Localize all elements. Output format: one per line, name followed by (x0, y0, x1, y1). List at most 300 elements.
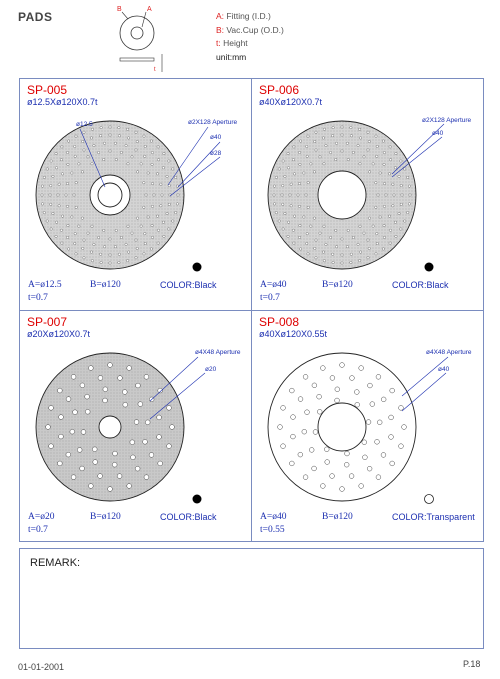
aperture-hole (151, 205, 153, 207)
aperture-hole (135, 131, 137, 133)
pad-dim-a: A=ø20 (28, 512, 55, 522)
aperture-hole (91, 128, 93, 130)
aperture-hole (127, 163, 129, 165)
aperture-hole (335, 246, 337, 248)
pad-color: COLOR:Black (392, 280, 449, 290)
label-b: B (117, 6, 122, 13)
pad-spec: ø12.5Xø120X0.7t (27, 97, 98, 107)
aperture-hole (329, 151, 331, 153)
aperture-hole (50, 228, 52, 230)
aperture-hole (376, 475, 381, 480)
aperture-hole (98, 474, 103, 479)
pad-thickness: t=0.7 (28, 293, 48, 303)
aperture-hole (61, 215, 63, 217)
aperture-hole (375, 181, 377, 183)
aperture-hole (140, 163, 142, 165)
aperture-hole (291, 415, 296, 420)
aperture-hole (313, 430, 318, 435)
aperture-hole (383, 151, 385, 153)
aperture-hole (75, 206, 77, 208)
aperture-hole (281, 194, 283, 196)
aperture-hole (88, 366, 93, 371)
aperture-hole (46, 168, 48, 170)
aperture-hole (103, 398, 108, 403)
aperture-hole (368, 217, 370, 219)
aperture-hole (174, 211, 176, 213)
aperture-hole (93, 243, 95, 245)
aperture-hole (74, 232, 76, 234)
legend-text: Fitting (I.D.) (224, 11, 271, 21)
aperture-hole (377, 420, 382, 425)
aperture-hole (298, 151, 300, 153)
aperture-hole (135, 466, 140, 471)
aperture-hole (103, 387, 108, 392)
aperture-hole (55, 235, 57, 237)
aperture-hole (120, 151, 122, 153)
aperture-hole (55, 167, 57, 169)
aperture-hole (287, 235, 289, 237)
aperture-hole (103, 142, 105, 144)
aperture-hole (59, 434, 64, 439)
aperture-hole (367, 257, 369, 259)
aperture-hole (375, 135, 377, 137)
aperture-hole (383, 163, 385, 165)
aperture-hole (375, 253, 377, 255)
aperture-hole (357, 243, 359, 245)
aperture-hole (46, 425, 51, 430)
aperture-hole (298, 236, 300, 238)
aperture-hole (162, 167, 164, 169)
aperture-hole (306, 232, 308, 234)
aperture-hole (168, 203, 170, 205)
aperture-hole (303, 475, 308, 480)
aperture-hole (66, 397, 71, 402)
aperture-hole (75, 181, 77, 183)
aperture-hole (81, 430, 86, 435)
aperture-hole (368, 140, 370, 142)
aperture-hole (147, 172, 149, 174)
aperture-hole (118, 126, 120, 128)
fitting-hole (98, 183, 122, 207)
aperture-hole (145, 194, 147, 196)
aperture-hole (78, 163, 80, 165)
aperture-hole (322, 137, 324, 139)
aperture-hole (58, 205, 60, 207)
aperture-hole (126, 128, 128, 130)
pad-thickness: t=0.7 (28, 525, 48, 535)
aperture-hole (143, 439, 148, 444)
aperture-hole (303, 374, 308, 379)
aperture-hole (151, 163, 153, 165)
aperture-hole (82, 140, 84, 142)
aperture-hole (409, 194, 411, 196)
aperture-hole (287, 152, 289, 154)
annotation-aperture: ø2X128 Aperture (422, 117, 472, 124)
aperture-hole (324, 447, 329, 452)
aperture-hole (395, 235, 397, 237)
aperture-hole (125, 243, 127, 245)
aperture-hole (157, 242, 159, 244)
aperture-hole (136, 140, 138, 142)
aperture-hole (355, 402, 360, 407)
aperture-hole (112, 462, 117, 467)
aperture-hole (359, 484, 364, 489)
aperture-hole (50, 160, 52, 162)
aperture-hole (399, 405, 404, 410)
aperture-hole (357, 144, 359, 146)
pad-card-sp-007 (20, 311, 250, 541)
aperture-hole (307, 206, 309, 208)
aperture-hole (398, 175, 400, 177)
aperture-hole (50, 184, 52, 186)
aperture-hole (66, 236, 68, 238)
aperture-hole (70, 429, 75, 434)
aperture-hole (144, 145, 146, 147)
pad-thickness: t=0.55 (260, 525, 285, 535)
aperture-hole (366, 420, 371, 425)
aperture-hole (323, 259, 325, 261)
pad-code: SP-006 (259, 83, 300, 97)
aperture-hole (157, 229, 159, 231)
pad-spec: ø40Xø120X0.55t (259, 329, 328, 339)
aperture-hole (368, 247, 370, 249)
aperture-hole (388, 215, 390, 217)
aperture-hole (93, 144, 95, 146)
aperture-hole (363, 455, 368, 460)
aperture-hole (83, 149, 85, 151)
pad-color: COLOR:Black (160, 512, 217, 522)
aperture-hole (157, 435, 162, 440)
aperture-hole (109, 238, 111, 240)
aperture-hole (382, 248, 384, 250)
pad-spec: ø40Xø120X0.7t (259, 97, 323, 107)
pad-code: SP-008 (259, 315, 300, 329)
aperture-hole (392, 183, 394, 185)
aperture-hole (406, 176, 408, 178)
aperture-hole (330, 376, 335, 381)
pad-card-sp-005 (20, 79, 250, 309)
aperture-hole (140, 225, 142, 227)
aperture-hole (400, 228, 402, 230)
aperture-hole (74, 145, 76, 147)
aperture-hole (273, 203, 275, 205)
aperture-hole (376, 242, 378, 244)
aperture-hole (388, 173, 390, 175)
pad-dim-a: A=ø40 (260, 512, 287, 522)
aperture-hole (370, 402, 375, 407)
aperture-hole (299, 140, 301, 142)
legend-text: Height (220, 38, 248, 48)
aperture-hole (43, 211, 45, 213)
aperture-hole (408, 185, 410, 187)
aperture-hole (389, 435, 394, 440)
aperture-hole (379, 216, 381, 218)
annotation-aperture: ø2X128 Aperture (188, 119, 238, 126)
aperture-hole (71, 475, 76, 480)
aperture-hole (151, 151, 153, 153)
aperture-hole (143, 181, 145, 183)
aperture-hole (80, 466, 85, 471)
aperture-hole (362, 440, 367, 445)
aperture-hole (167, 405, 172, 410)
aperture-hole (299, 248, 301, 250)
aperture-hole (80, 383, 85, 388)
aperture-hole (170, 425, 175, 430)
aperture-hole (122, 390, 127, 395)
aperture-hole (309, 448, 314, 453)
aperture-hole (347, 229, 349, 231)
aperture-hole (81, 171, 83, 173)
aperture-hole (302, 429, 307, 434)
aperture-hole (117, 474, 122, 479)
aperture-hole (291, 434, 296, 439)
aperture-hole (67, 248, 69, 250)
aperture-hole (350, 261, 352, 263)
annotation-aperture: ø4X48 Aperture (195, 349, 241, 356)
aperture-hole (292, 159, 294, 161)
aperture-hole (115, 229, 117, 231)
aperture-hole (273, 185, 275, 187)
aperture-hole (359, 137, 361, 139)
aperture-hole (402, 425, 407, 430)
aperture-hole (144, 475, 149, 480)
aperture-hole (125, 144, 127, 146)
aperture-hole (118, 135, 120, 137)
aperture-hole (127, 366, 132, 371)
aperture-hole (290, 183, 292, 185)
aperture-hole (93, 460, 98, 465)
pad-dim-b: B=ø120 (322, 512, 353, 522)
aperture-hole (97, 236, 99, 238)
fitting-hole (318, 171, 366, 219)
aperture-hole (275, 211, 277, 213)
aperture-hole (346, 142, 348, 144)
aperture-hole (109, 262, 111, 264)
color-swatch (193, 495, 202, 504)
aperture-hole (350, 253, 352, 255)
aperture-hole (372, 225, 374, 227)
aperture-hole (305, 194, 307, 196)
aperture-hole (346, 246, 348, 248)
aperture-hole (306, 155, 308, 157)
label-t: t (154, 67, 156, 72)
aperture-hole (389, 146, 391, 148)
aperture-hole (109, 134, 111, 136)
aperture-hole (320, 366, 325, 371)
aperture-hole (389, 415, 394, 420)
aperture-hole (46, 220, 48, 222)
legend (216, 10, 284, 64)
aperture-hole (131, 156, 133, 158)
aperture-hole (284, 175, 286, 177)
aperture-hole (406, 211, 408, 213)
aperture-hole (162, 221, 164, 223)
aperture-hole (363, 156, 365, 158)
aperture-hole (118, 253, 120, 255)
aperture-hole (307, 135, 309, 137)
aperture-hole (349, 474, 354, 479)
aperture-hole (313, 171, 315, 173)
aperture-hole (400, 203, 402, 205)
aperture-hole (400, 160, 402, 162)
aperture-hole (65, 194, 67, 196)
aperture-hole (303, 216, 305, 218)
aperture-hole (60, 159, 62, 161)
pad-code: SP-005 (27, 83, 68, 97)
aperture-hole (91, 163, 93, 165)
aperture-hole (315, 257, 317, 259)
aperture-hole (299, 224, 301, 226)
aperture-hole (359, 366, 364, 371)
aperture-hole (293, 242, 295, 244)
aperture-hole (109, 254, 111, 256)
aperture-hole (49, 194, 51, 196)
aperture-hole (61, 242, 63, 244)
aperture-hole (108, 487, 113, 492)
aperture-hole (73, 410, 78, 415)
aperture-hole (90, 137, 92, 139)
aperture-hole (307, 253, 309, 255)
aperture-hole (87, 232, 89, 234)
aperture-hole (143, 206, 145, 208)
aperture-hole (77, 448, 82, 453)
aperture-hole (78, 225, 80, 227)
aperture-hole (358, 128, 360, 130)
aperture-hole (382, 140, 384, 142)
aperture-hole (74, 155, 76, 157)
aperture-hole (341, 126, 343, 128)
aperture-hole (83, 131, 85, 133)
pad-dimension-diagram (110, 2, 180, 72)
annotation-fitting: ø40 (438, 366, 450, 373)
aperture-hole (376, 145, 378, 147)
aperture-hole (350, 376, 355, 381)
aperture-hole (282, 203, 284, 205)
legend-height (216, 37, 284, 51)
aperture-hole (312, 383, 317, 388)
aperture-hole (278, 168, 280, 170)
aperture-hole (163, 235, 165, 237)
aperture-hole (404, 168, 406, 170)
aperture-hole (57, 194, 59, 196)
aperture-hole (166, 212, 168, 214)
aperture-hole (289, 194, 291, 196)
aperture-hole (99, 253, 101, 255)
aperture-hole (367, 131, 369, 133)
aperture-hole (315, 131, 317, 133)
annotation-fitting: ø20 (205, 366, 217, 373)
aperture-hole (306, 145, 308, 147)
pad-drawing-sp-007 (20, 311, 250, 541)
aperture-hole (368, 171, 370, 173)
aperture-hole (341, 254, 343, 256)
aperture-hole (88, 484, 93, 489)
aperture-hole (383, 236, 385, 238)
aperture-hole (325, 243, 327, 245)
pad-dim-b: B=ø120 (90, 512, 121, 522)
aperture-hole (55, 221, 57, 223)
aperture-hole (393, 194, 395, 196)
aperture-hole (307, 181, 309, 183)
aperture-hole (335, 229, 337, 231)
aperture-hole (99, 135, 101, 137)
color-swatch (425, 495, 434, 504)
aperture-hole (344, 462, 349, 467)
aperture-hole (147, 216, 149, 218)
aperture-hole (287, 221, 289, 223)
aperture-hole (376, 232, 378, 234)
unit-label: unit:mm (216, 51, 247, 62)
aperture-hole (160, 183, 162, 185)
aperture-hole (136, 171, 138, 173)
aperture-hole (383, 182, 385, 184)
aperture-hole (113, 451, 118, 456)
pad-drawing-sp-008 (252, 311, 482, 541)
aperture-hole (340, 363, 345, 368)
aperture-hole (144, 242, 146, 244)
aperture-hole (347, 158, 349, 160)
aperture-hole (298, 452, 303, 457)
aperture-hole (73, 194, 75, 196)
aperture-hole (144, 155, 146, 157)
aperture-hole (313, 217, 315, 219)
aperture-hole (335, 158, 337, 160)
aperture-hole (289, 461, 294, 466)
legend-key: B: (216, 24, 225, 35)
aperture-hole (58, 183, 60, 185)
pad-color: COLOR:Transparent (392, 512, 475, 522)
aperture-hole (156, 215, 158, 217)
aperture-hole (109, 150, 111, 152)
aperture-hole (323, 225, 325, 227)
aperture-hole (389, 229, 391, 231)
aperture-hole (163, 152, 165, 154)
aperture-hole (306, 242, 308, 244)
legend-text: Vac.Cup (O.D.) (224, 24, 284, 35)
aperture-hole (167, 444, 172, 449)
aperture-hole (359, 225, 361, 227)
aperture-hole (131, 232, 133, 234)
aperture-hole (143, 135, 145, 137)
aperture-hole (323, 163, 325, 165)
aperture-hole (157, 415, 162, 420)
aperture-hole (177, 194, 179, 196)
aperture-hole (100, 126, 102, 128)
page-title: PADS (18, 10, 53, 24)
aperture-hole (278, 425, 283, 430)
aperture-hole (367, 466, 372, 471)
annotation-aperture: ø4X48 Aperture (426, 349, 472, 356)
pad-dim-b: B=ø120 (90, 280, 121, 290)
aperture-hole (71, 216, 73, 218)
aperture-hole (319, 232, 321, 234)
aperture-hole (66, 182, 68, 184)
aperture-hole (153, 194, 155, 196)
aperture-hole (325, 460, 330, 465)
aperture-hole (114, 246, 116, 248)
aperture-hole (314, 247, 316, 249)
aperture-hole (67, 140, 69, 142)
aperture-hole (331, 135, 333, 137)
aperture-hole (59, 415, 64, 420)
aperture-hole (144, 374, 149, 379)
aperture-hole (298, 397, 303, 402)
aperture-hole (43, 176, 45, 178)
aperture-hole (352, 236, 354, 238)
aperture-hole (381, 453, 386, 458)
aperture-hole (376, 155, 378, 157)
legend-vaccup (216, 24, 284, 38)
